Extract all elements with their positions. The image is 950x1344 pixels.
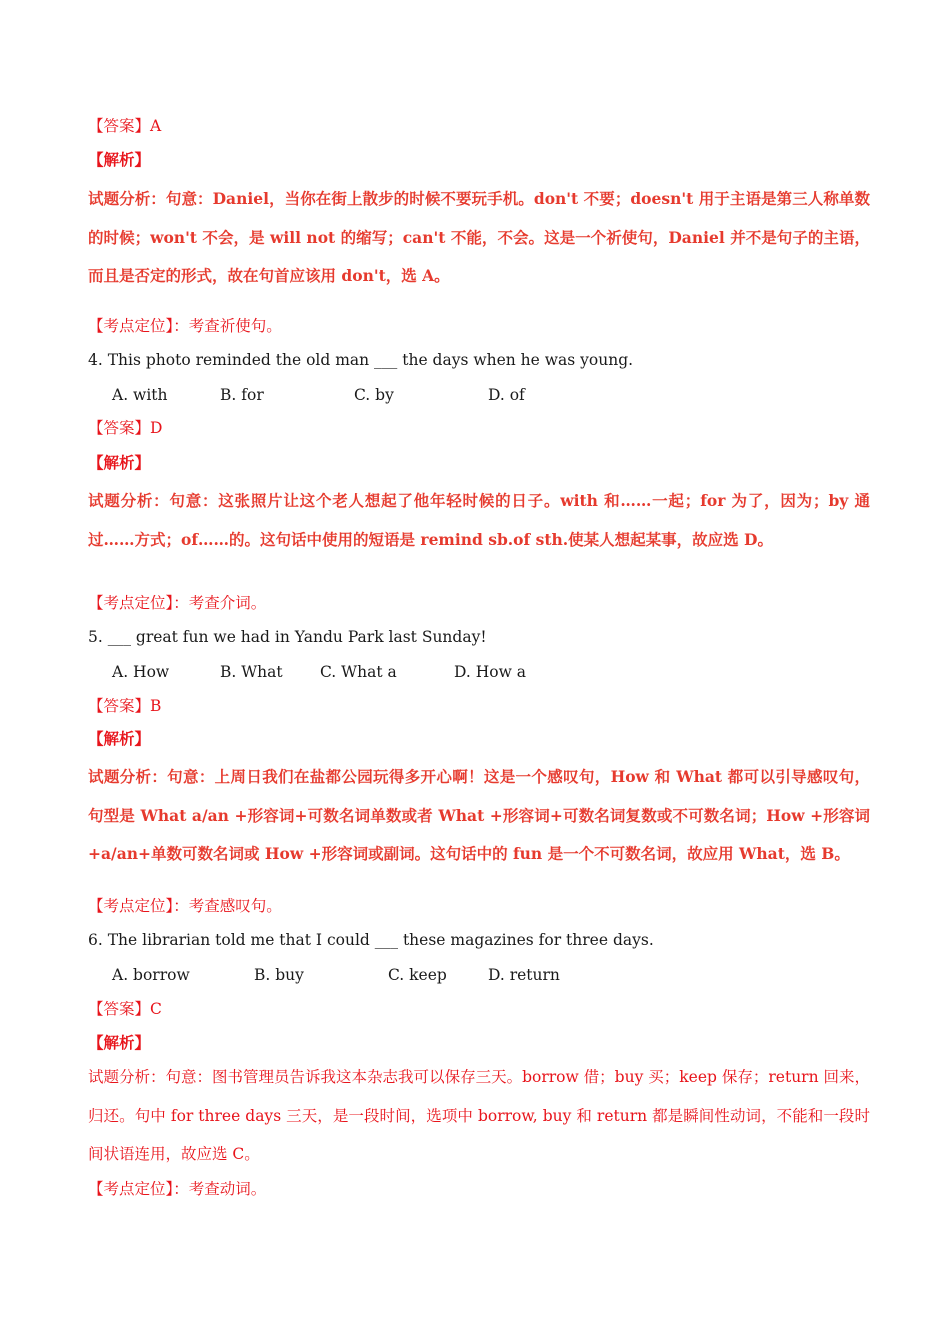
q3-analysis-label: 【解析】 [88, 150, 151, 169]
q6-point: 【考点定位】：考查动词。 [88, 1180, 267, 1198]
q4-question: 4. This photo reminded the old man ___ the days when he was young. [88, 351, 634, 369]
q5-analysis: 试题分析：句意：上周日我们在盐都公园玩得多开心啊！这是一个感叹句，How 和 What 都可以引导感叹句，句型是 What a/an +形容词+可数名词单数或者 What +形容词+可数名词复数或不可数名词；How +形容词+a/an+单数可数名词或 How +形容词或副词。这句话中的 fun 是一个不可数名词，故应用 What，选 B。 [88, 767, 870, 863]
q6-analysis: 试题分析：句意：图书管理员告诉我这本杂志我可以保存三天。borrow 借；buy 买；keep 保存；return 回来，归还。句中 for three days 三天，是一段时间，选项中 borrow, buy 和 return 都是瞬间性动词，不能和一段时间状语连用，故应选 C。 [88, 1068, 870, 1163]
q5-option-a: A. How [112, 663, 170, 681]
q6-option-d: D. return [488, 966, 560, 984]
q4-answer: 【答案】D [88, 419, 163, 437]
q6-analysis-label: 【解析】 [88, 1033, 151, 1052]
q4-option-b: B. for [220, 386, 264, 404]
q4-point: 【考点定位】：考查介词。 [88, 594, 267, 612]
q5-question: 5. ___ great fun we had in Yandu Park last Sunday! [88, 628, 487, 646]
q6-question: 6. The librarian told me that I could ___ these magazines for three days. [88, 931, 654, 949]
q4-option-a: A. with [112, 386, 168, 404]
q3-answer: 【答案】A [88, 117, 162, 135]
q6-option-a: A. borrow [112, 966, 190, 984]
q6-answer: 【答案】C [88, 1000, 162, 1018]
q6-option-b: B. buy [254, 966, 304, 984]
q5-analysis-label: 【解析】 [88, 729, 151, 748]
q5-option-d: D. How a [454, 663, 527, 681]
q3-point: 【考点定位】：考查祈使句。 [88, 317, 282, 335]
q3-analysis: 试题分析：句意：Daniel，当你在街上散步的时候不要玩手机。don't 不要；doesn't 用于主语是第三人称单数的时候；won't 不会，是 will not 的缩写；can't 不能，不会。这是一个祈使句，Daniel 并不是句子的主语，而且是否定的形式，故在句首应该用 don't，选 A。 [88, 189, 870, 285]
q4-analysis: 试题分析：句意：这张照片让这个老人想起了他年轻时候的日子。with 和……一起；for 为了，因为；by 通过……方式；of……的。这句话中使用的短语是 remind sb.of sth.使某人想起某事，故应选 D。 [88, 491, 870, 549]
q5-option-b: B. What [220, 663, 283, 681]
q5-option-c: C. What a [320, 663, 397, 681]
q5-point: 【考点定位】：考查感叹句。 [88, 897, 282, 915]
q5-answer: 【答案】B [88, 697, 162, 715]
q4-option-c: C. by [354, 386, 394, 404]
q4-analysis-label: 【解析】 [88, 453, 151, 472]
q4-option-d: D. of [488, 386, 525, 404]
q6-option-c: C. keep [388, 966, 447, 984]
